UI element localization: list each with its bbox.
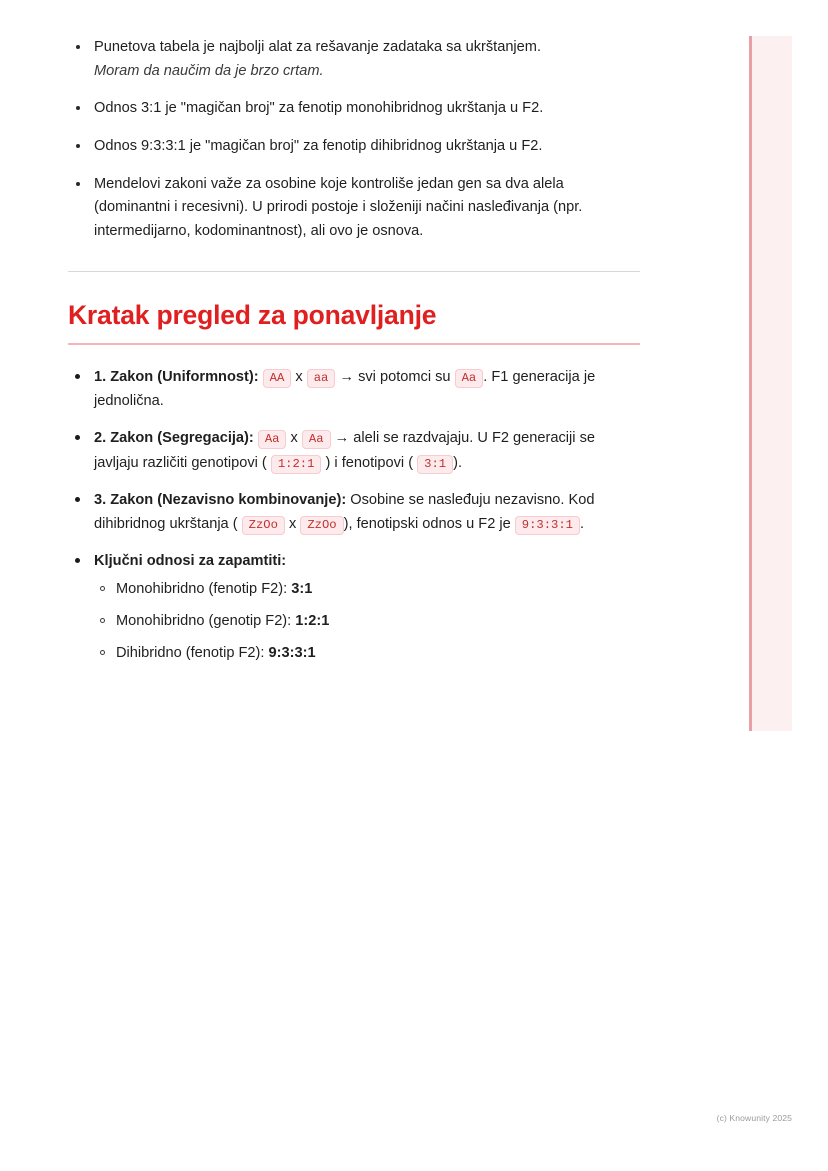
list-item-law-2 (68, 426, 640, 474)
footer-copyright: (c) Knowunity 2025 (716, 1113, 792, 1123)
arrow-icon: → (339, 369, 355, 386)
genotype-chip: Aa (302, 430, 331, 449)
law-text-tail: . F1 generacija je jednolična. (94, 369, 596, 410)
genotype-chip: Aa (455, 369, 484, 388)
ratio-text: Monohibridno (fenotip F2): (116, 580, 288, 597)
law-text: ), fenotipski odnos u F2 je (343, 515, 511, 532)
title-underline (68, 343, 640, 345)
document-content (68, 36, 640, 678)
list-item (94, 611, 640, 633)
ratio-chip: 3:1 (417, 455, 453, 474)
decorative-side-band (749, 36, 792, 731)
ratio-value: 1:2:1 (295, 612, 330, 629)
bullet-text: Mendelovi zakoni važe za osobine koje kontroliše jedan gen sa dva alela (dominantni i recesivni). U prirodi postoje i složeniji načini nasleđivanja (npr. intermedijarno, kodominantnost), ali ovo je osnova. (94, 175, 583, 239)
key-ratios-sublist (94, 579, 640, 665)
ratio-value: 3:1 (291, 580, 313, 597)
summary-bullet-list (68, 36, 640, 243)
arrow-icon: → (334, 430, 350, 447)
list-item-law-3 (68, 488, 640, 536)
law-text: svi potomci su (358, 369, 451, 386)
list-item (68, 173, 640, 244)
list-item-law-1 (68, 365, 640, 413)
law-text: aleli se razdvajaju. U F2 generaciji se javljaju različiti genotipovi ( (94, 430, 595, 471)
genotype-chip: AA (263, 369, 292, 388)
ratio-chip: 9:3:3:1 (515, 516, 580, 535)
list-item (94, 579, 640, 601)
laws-list (68, 365, 640, 664)
law-label: 2. Zakon (Segregacija): (94, 430, 254, 447)
genotype-chip: ZzOo (242, 516, 285, 535)
bullet-text: Odnos 9:3:3:1 je "magičan broj" za fenotip dihibridnog ukrštanja u F2. (94, 137, 543, 154)
cross-symbol: x (295, 369, 303, 386)
genotype-chip: Aa (258, 430, 287, 449)
law-label: 3. Zakon (Nezavisno kombinovanje): (94, 491, 347, 508)
list-item-key-ratios (68, 549, 640, 665)
law-label: 1. Zakon (Uniformnost): (94, 369, 259, 386)
section-divider (68, 271, 640, 272)
law-text-2: ) i fenotipovi ( (325, 454, 414, 471)
bullet-text: Punetova tabela je najbolji alat za rešavanje zadataka sa ukrštanjem. (94, 39, 542, 55)
list-item (68, 97, 640, 121)
law-text-tail: . (579, 515, 585, 532)
law-text-tail: ). (453, 454, 463, 471)
ratio-value: 9:3:3:1 (268, 644, 316, 661)
genotype-chip: ZzOo (300, 516, 343, 535)
cross-symbol: x (288, 515, 297, 532)
bullet-text: Odnos 3:1 je "magičan broj" za fenotip monohibridnog ukrštanja u F2. (94, 100, 544, 117)
law-lead-text: Osobine se nasleđuju nezavisno. Kod dihibridnog ukrštanja ( (94, 491, 595, 532)
list-item (94, 643, 640, 665)
ratio-text: Dihibridno (fenotip F2): (116, 644, 265, 661)
bullet-note: Moram da naučim da je brzo crtam. (94, 62, 324, 79)
key-ratios-label: Ključni odnosi za zapamtiti: (94, 552, 287, 569)
list-item (68, 135, 640, 159)
list-item (68, 36, 640, 83)
ratio-text: Monohibridno (genotip F2): (116, 612, 292, 629)
cross-symbol: x (290, 430, 298, 447)
genotype-chip: aa (307, 369, 336, 388)
page-title: Kratak pregled za ponavljanje (68, 300, 437, 331)
ratio-chip: 1:2:1 (271, 455, 322, 474)
